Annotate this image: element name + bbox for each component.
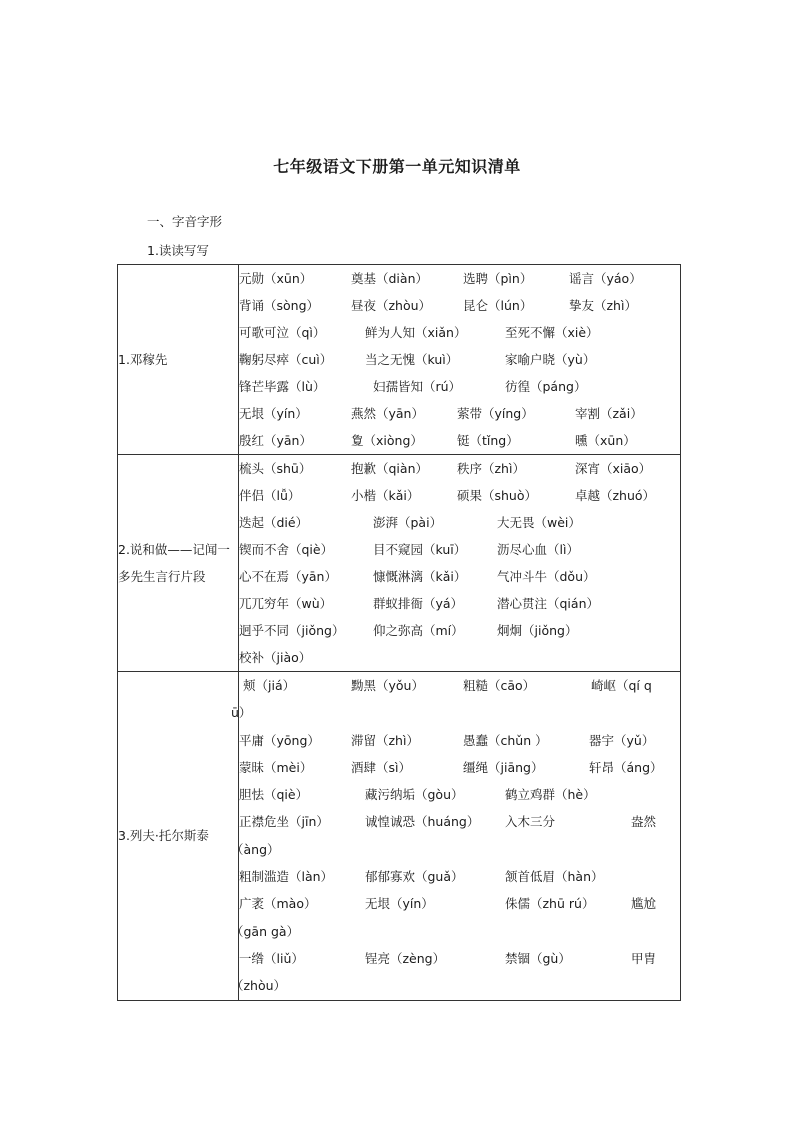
word-item: 谣言（yáo） — [569, 271, 642, 286]
vocabulary-table — [117, 264, 681, 1001]
word-item: 尴尬 — [631, 896, 657, 912]
word-item: 广袤（mào） — [239, 896, 317, 912]
word-item: 兀兀穷年（wù） — [239, 596, 333, 611]
section-heading: 一、字音字形 — [147, 214, 223, 229]
word-list — [239, 455, 681, 672]
word-item: 鲜为人知（xiǎn） — [365, 325, 467, 340]
word-item: 甲胄 — [631, 950, 657, 966]
word-item: 殷红（yān） — [239, 433, 312, 448]
word-item: 选聘（pìn） — [463, 271, 533, 286]
word-item: 盎然 — [631, 814, 657, 830]
word-item: 当之无愧（kuì） — [365, 352, 459, 367]
word-item: 宰割（zǎi） — [575, 406, 643, 421]
word-item: 仰之弥高（mí） — [373, 623, 464, 638]
word-item: 昆仑（lún） — [463, 298, 533, 313]
word-item: 粗糙（cāo） — [463, 678, 536, 693]
word-item: 愚蠢（chǔn ） — [463, 732, 548, 748]
word-item: 崎岖（qí q — [591, 678, 652, 693]
word-item: 无垠（yín） — [239, 406, 308, 421]
word-item: 抱歉（qiàn） — [351, 461, 428, 476]
word-item: 群蚁排衙（yá） — [373, 596, 464, 611]
word-item: 小楷（kǎi） — [351, 488, 420, 503]
word-item: 蒙昧（mèi） — [239, 759, 313, 775]
page-title: 七年级语文下册第一单元知识清单 — [273, 157, 521, 176]
word-item: 锲而不舍（qiè） — [239, 542, 334, 557]
word-item: 卓越（zhuó） — [575, 488, 656, 503]
word-item: （àng） — [231, 841, 280, 857]
word-item: 铤（tǐng） — [457, 433, 519, 448]
word-list — [231, 672, 681, 1001]
word-item: 轩昂（áng） — [589, 759, 663, 775]
word-item: 鞠躬尽瘁（cuì） — [239, 352, 333, 367]
word-item: 酒肆（sì） — [351, 759, 411, 775]
word-item: 鹤立鸡群（hè） — [505, 787, 596, 803]
word-item: 入木三分 — [505, 814, 556, 830]
word-item: 炯炯（jiǒng） — [497, 623, 578, 638]
word-item: 黝黑（yǒu） — [351, 678, 424, 693]
word-item: 萦带（yíng） — [457, 406, 534, 421]
word-item: 缰绳（jiāng） — [463, 759, 544, 775]
word-item: （zhòu） — [231, 978, 287, 994]
lesson-title: 2.说和做——记闻一多先生言行片段 — [118, 455, 239, 672]
subsection-heading: 1.读读写写 — [147, 243, 209, 258]
word-item: 心不在焉（yān） — [239, 569, 337, 584]
word-item: 锋芒毕露（lù） — [239, 379, 326, 394]
word-item: 背诵（sòng） — [239, 298, 320, 313]
word-item: 伴侣（lǚ） — [239, 488, 301, 503]
word-item: 校补（jiào） — [239, 650, 312, 665]
word-item: 目不窥园（kuī） — [373, 542, 467, 557]
word-item: 胆怯（qiè） — [239, 787, 309, 803]
word-item: 大无畏（wèi） — [497, 515, 581, 530]
word-item: 燕然（yān） — [351, 406, 424, 421]
word-item: ū） — [231, 705, 252, 721]
word-item: 一绺（liǔ） — [239, 950, 304, 966]
table-row — [118, 672, 681, 1001]
word-item: 奠基（diàn） — [351, 271, 428, 286]
word-item: 梳头（shū） — [239, 461, 312, 476]
word-item: 家喻户晓（yù） — [505, 352, 596, 367]
word-item: 粗制滥造（làn） — [239, 869, 334, 885]
word-item: 昼夜（zhòu） — [351, 298, 432, 313]
word-item: 颊（jiá） — [243, 678, 296, 693]
word-item: 平庸（yōng） — [239, 732, 320, 748]
word-item: 侏儒（zhū rú） — [505, 896, 595, 912]
word-item: 无垠（yín） — [365, 896, 434, 912]
word-item: （gān gà） — [231, 923, 300, 939]
word-item: 迭起（dié） — [239, 515, 309, 530]
word-item: 器宇（yǔ） — [589, 732, 655, 748]
table-row — [118, 455, 681, 672]
word-item: 气冲斗牛（dǒu） — [497, 569, 596, 584]
word-list — [239, 265, 681, 455]
word-item: 潜心贯注（qián） — [497, 596, 599, 611]
word-item: 澎湃（pài） — [373, 515, 443, 530]
word-item: 慷慨淋漓（kǎi） — [373, 569, 467, 584]
word-item: 锃亮（zèng） — [365, 950, 446, 966]
word-item: 挚友（zhì） — [569, 298, 637, 313]
word-item: 夐（xiòng） — [351, 433, 423, 448]
word-item: 诚惶诚恐（huáng） — [365, 814, 480, 830]
lesson-title: 3.列夫·托尔斯泰 — [118, 672, 239, 1001]
table-row — [118, 265, 681, 455]
lesson-title: 1.邓稼先 — [118, 265, 239, 455]
word-item: 迥乎不同（jiǒng） — [239, 623, 345, 638]
word-item: 滞留（zhì） — [351, 732, 419, 748]
word-item: 可歌可泣（qì） — [239, 325, 326, 340]
word-item: 郁郁寡欢（guǎ） — [365, 869, 464, 885]
word-item: 禁锢（gù） — [505, 950, 571, 966]
word-item: 硕果（shuò） — [457, 488, 538, 503]
word-item: 沥尽心血（lì） — [497, 542, 579, 557]
word-item: 秩序（zhì） — [457, 461, 525, 476]
word-item: 元勋（xūn） — [239, 271, 313, 286]
word-item: 正襟危坐（jīn） — [239, 814, 329, 830]
word-item: 至死不懈（xiè） — [505, 325, 599, 340]
word-item: 曛（xūn） — [575, 433, 636, 448]
word-item: 彷徨（páng） — [505, 379, 587, 394]
word-item: 藏污纳垢（gòu） — [365, 787, 464, 803]
word-item: 深宵（xiāo） — [575, 461, 652, 476]
word-item: 妇孺皆知（rú） — [373, 379, 462, 394]
word-item: 颔首低眉（hàn） — [505, 869, 604, 885]
